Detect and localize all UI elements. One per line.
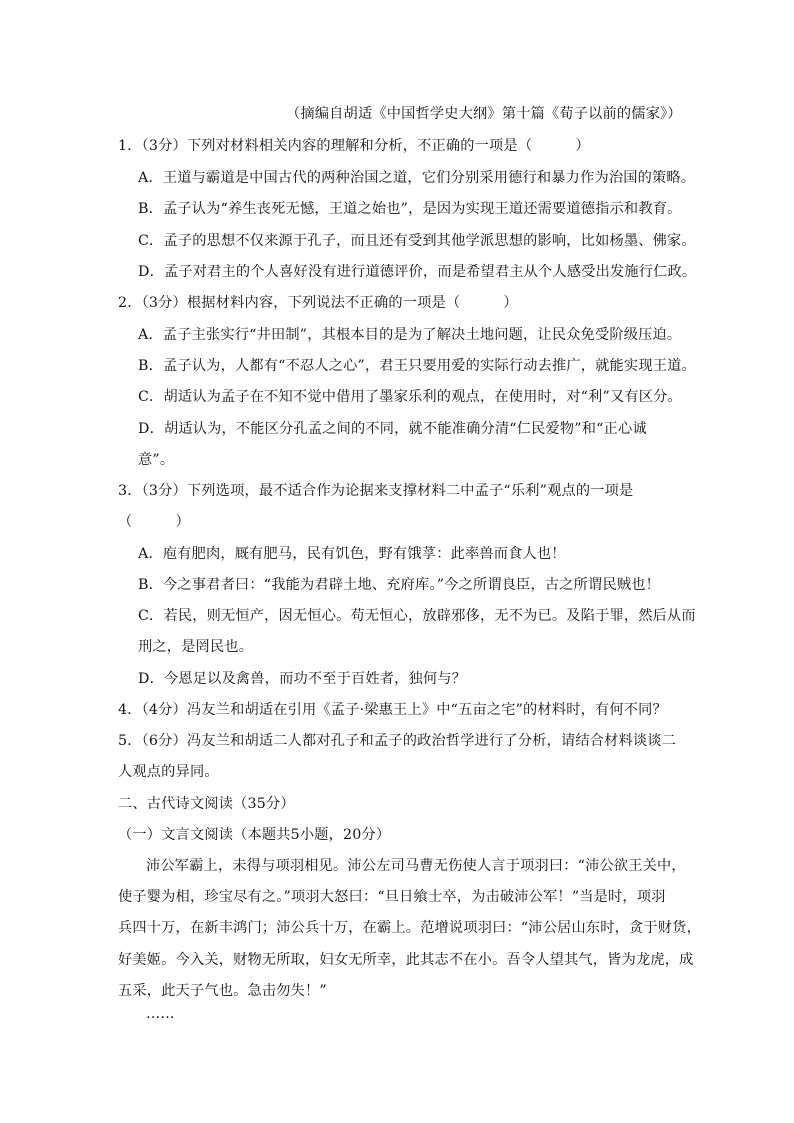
question-3-option-c: C．若民，则无恒产，因无恒心。苟无恒心，放辟邪侈，无不为已。及陷于罪，然后从而	[138, 608, 696, 624]
subsection-title: （一）文言文阅读（本题共5小题，20分）	[118, 827, 391, 843]
question-3-answer-blank: （ ）	[118, 514, 190, 530]
question-3-option-a: A．庖有肥肉，厩有肥马，民有饥色，野有饿莩：此率兽而食人也！	[138, 546, 566, 562]
question-5-stem-continued: 人观点的异同。	[118, 764, 219, 780]
question-1-option-c: C．孟子的思想不仅来源于孔子，而且还有受到其他学派思想的影响，比如杨墨、佛家。	[138, 233, 696, 249]
question-2-option-a: A．孟子主张实行“井田制”，其根本目的是为了解决土地问题，让民众免受阶级压迫。	[138, 327, 682, 343]
passage-line-1: 沛公军霸上，未得与项羽相见。沛公左司马曹无伤使人言于项羽曰：“沛公欲王关中，	[146, 858, 686, 874]
question-2-option-d-continued: 意”。	[138, 452, 175, 468]
question-3-option-b: B．今之事君者曰：“我能为君辟土地、充府库。”今之所谓良臣，古之所谓民贼也！	[138, 577, 660, 593]
question-1-stem: 1．（3分）下列对材料相关内容的理解和分析，不正确的一项是（ ）	[118, 138, 590, 154]
question-1-option-a: A．王道与霸道是中国古代的两种治国之道，它们分别采用德行和暴力作为治国的策略。	[138, 170, 696, 186]
passage-line-4: 好美姬。今入关，财物无所取，妇女无所幸，此其志不在小。吾令人望其气，皆为龙虎，成	[118, 952, 694, 968]
question-1-option-d: D．孟子对君主的个人喜好没有进行道德评价，而是希望君主从个人感受出发施行仁政。	[138, 264, 697, 280]
question-3-option-d: D．今恩足以及禽兽，而功不至于百姓者，独何与？	[138, 671, 467, 687]
question-4-stem: 4．（4分）冯友兰和胡适在引用《孟子·梁惠王上》中“五亩之宅”的材料时，有何不同？	[118, 702, 667, 718]
question-5-stem: 5．（6分）冯友兰和胡适二人都对孔子和孟子的政治哲学进行了分析，请结合材料谈谈二	[118, 733, 677, 749]
passage-line-3: 兵四十万，在新丰鸿门；沛公兵十万，在霸上。范增说项羽曰：“沛公居山东时，贪于财货，	[118, 920, 701, 936]
question-1-option-b: B．孟子认为“养生丧死无憾，王道之始也”，是因为实现王道还需要道德指示和教育。	[138, 201, 682, 217]
question-3-stem: 3．（3分）下列选项，最不适合作为论据来支撑材料二中孟子“乐利”观点的一项是	[118, 483, 634, 499]
question-3-option-c-continued: 刑之，是罔民也。	[138, 639, 254, 655]
question-2-option-d: D．胡适认为，不能区分孔孟之间的不同，就不能准确分清“仁民爱物”和“正心诚	[138, 421, 647, 437]
question-2-option-b: B．孟子认为，人都有“不忍人之心”，君王只要用爱的实际行动去推广，就能实现王道。	[138, 358, 696, 374]
passage-line-5: 五采，此天子气也。急击勿失！”	[118, 983, 327, 999]
question-2-option-c: C．胡适认为孟子在不知不觉中借用了墨家乐利的观点，在使用时，对“利”又有区分。	[138, 389, 682, 405]
passage-ellipsis: ……	[146, 1006, 175, 1022]
source-note: （摘编自胡适《中国哲学史大纲》第十篇《荀子以前的儒家》）	[286, 106, 682, 122]
question-2-stem: 2．（3分）根据材料内容，下列说法不正确的一项是（ ）	[118, 295, 518, 311]
passage-line-2: 使子婴为相，珍宝尽有之。”项羽大怒曰：“旦日飨士卒，为击破沛公军！”当是时，项羽	[118, 889, 666, 905]
section-title: 二、古代诗文阅读（35分）	[118, 796, 295, 812]
